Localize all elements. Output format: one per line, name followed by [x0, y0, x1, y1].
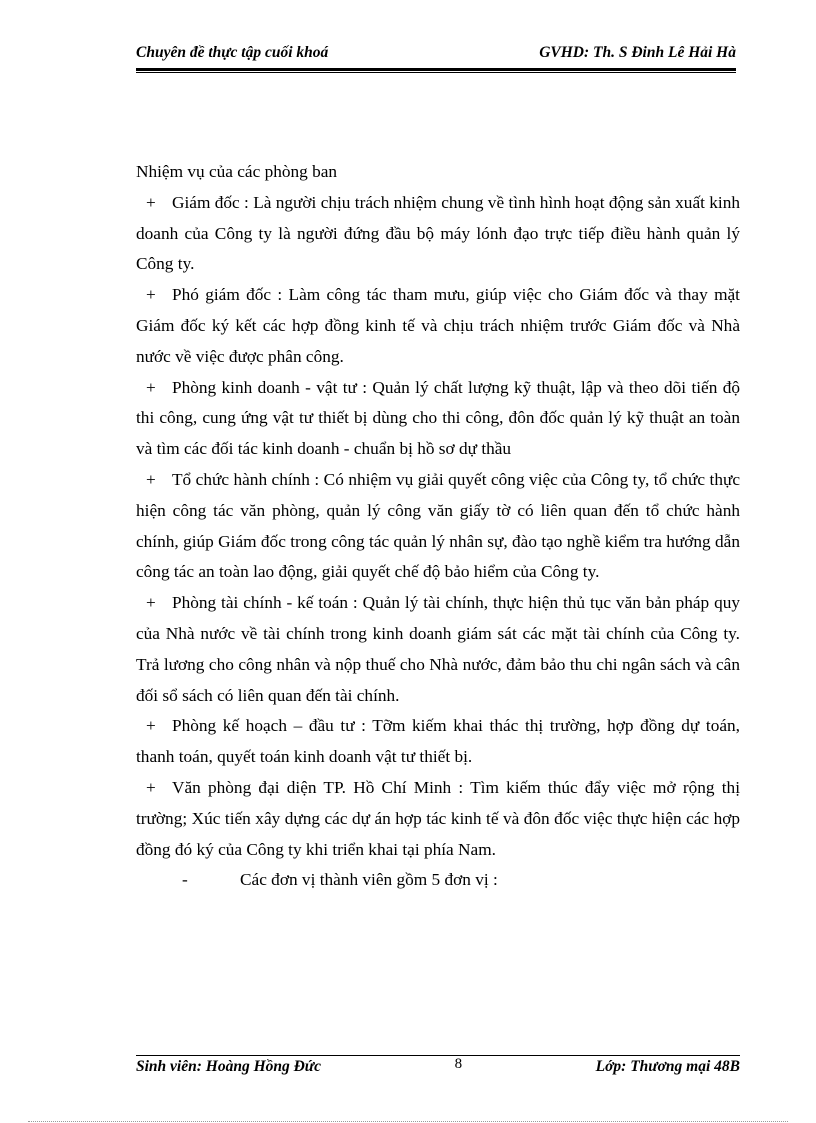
list-item-text: Phòng kinh doanh - vật tư : Quản lý chất lượng kỹ thuật, lập và theo dõi tiến độ thi công, cung ứng vật tư thiết bị dùng cho thi công, đôn đốc quản lý kỹ thuật an toàn và tìm các đối tác kinh doanh - chuẩn bị hồ sơ dự thầu: [136, 377, 740, 459]
page-edge-divider: [28, 1121, 788, 1122]
document-body: [136, 157, 740, 896]
list-item: [136, 711, 740, 773]
header-title: Chuyên đề thực tập cuối khoá: [136, 44, 329, 61]
page-number: 8: [454, 1056, 463, 1072]
list-item: [136, 465, 740, 588]
list-item-text: Phòng tài chính - kế toán : Quản lý tài chính, thực hiện thủ tục văn bản pháp quy của Nhà nước về tài chính trong kinh doanh giám sát các mặt tài chính của Công ty. Trả lương cho công nhân và nộp thuế cho Nhà nước, đảm bảo thu chi ngân sách và cân đối sổ sách có liên quan đến tài chính.: [136, 593, 740, 705]
plus-bullet: +: [146, 716, 156, 736]
header-divider: [136, 68, 736, 73]
list-item-text: Phó giám đốc : Làm công tác tham mưu, giúp việc cho Giám đốc và thay mặt Giám đốc ký kết các hợp đồng kinh tế và chịu trách nhiệm trước Giám đốc và Nhà nước về việc được phân công.: [136, 285, 740, 366]
list-item: [136, 188, 740, 280]
dash-item-text: Các đơn vị thành viên gồm 5 đơn vị :: [240, 870, 498, 890]
plus-bullet: +: [146, 285, 156, 305]
section-heading: Nhiệm vụ của các phòng ban: [136, 162, 338, 181]
dash-bullet: -: [182, 870, 188, 890]
plus-bullet: +: [146, 377, 156, 397]
plus-bullet: +: [146, 593, 156, 613]
footer-divider: [136, 1055, 740, 1056]
plus-bullet: +: [146, 469, 156, 489]
header-advisor: GVHD: Th. S Đinh Lê Hải Hà: [539, 44, 736, 61]
list-item: [136, 280, 740, 372]
list-item: [136, 773, 740, 865]
list-item-text: Giám đốc : Là người chịu trách nhiệm chung về tình hình hoạt động sản xuất kinh doanh của Công ty là người đứng đầu bộ máy lónh đạo trực tiếp điều hành quản lý Công ty.: [136, 192, 740, 274]
page-footer: [136, 1058, 740, 1076]
dash-item: [136, 865, 740, 896]
plus-bullet: +: [146, 192, 156, 212]
list-item-text: Tổ chức hành chính : Có nhiệm vụ giải quyết công việc của Công ty, tổ chức thực hiện công tác văn phòng, quản lý công văn giấy tờ có liên quan đến tổ chức hành chính, giúp Giám đốc trong công tác quản lý nhân sự, đào tạo nghề kiểm tra hướng dẫn công tác an toàn lao động, giải quyết chế độ bảo hiểm của Công ty.: [136, 469, 740, 582]
footer-student: Sinh viên: Hoàng Hồng Đức: [136, 1058, 321, 1075]
plus-bullet: +: [146, 777, 156, 797]
list-item-text: Phòng kế hoạch – đầu tư : Tỡm kiếm khai thác thị trường, hợp đồng dự toán, thanh toán, quyết toán kinh doanh vật tư thiết bị.: [136, 716, 740, 767]
list-item: [136, 588, 740, 711]
footer-class: Lớp: Thương mại 48B: [595, 1058, 740, 1075]
page-header: [136, 44, 736, 62]
list-item-text: Văn phòng đại diện TP. Hồ Chí Minh : Tìm kiếm thúc đẩy việc mở rộng thị trường; Xúc tiến xây dựng các dự án hợp tác kinh tế và đôn đốc việc thực hiện các hợp đồng đó ký của Công ty khi triển khai tại phía Nam.: [136, 777, 740, 859]
list-item: [136, 373, 740, 465]
